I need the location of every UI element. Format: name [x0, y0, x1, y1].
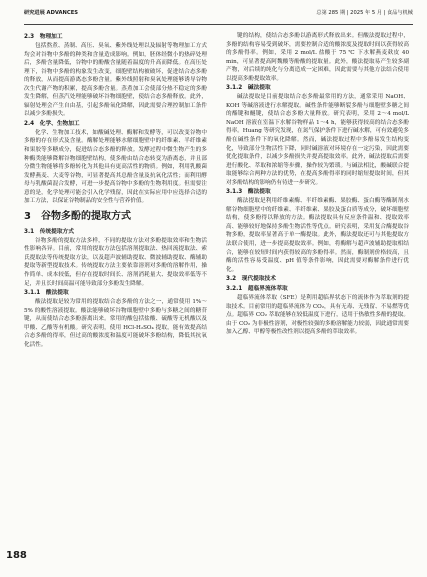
paragraph-3-1-1: 酸法提取是较为常用的提取结合态多酚的方法之一，通常使用 1%～5% 的酸性溶液提取。酸法能够破坏谷物细胞壁中多酚与多糖之间的糖苷键，从而使结合态多酚游离出来。常用的酸包括盐酸、硫酸等无机酸以及甲酸、乙酸等有机酸。研究表明，使用 HCl-H₂SO₄ 提取，能有效提高结合态多酚的得率，但过高的酸浓度和温度可能破坏多酚结构，降低其抗氧化活性。 [24, 299, 207, 348]
page-number: 188 [6, 550, 27, 561]
section-heading-3-1-1: 3.1.1 酸法提取 [24, 290, 69, 297]
section-heading-3-2-1: 3.2.1 超临界流体萃取 [226, 286, 288, 293]
paragraph-3-1-2: 碱法提取是目前提取结合态多酚最常用的方法，通常采用 NaOH、KOH 等碱溶液进行水解提取。碱性条件能够断裂多酚与细胞壁多糖之间的酯键和醚键，使结合态多酚大量释放。研究表明，采用 2～4 mol/L NaOH 溶液在室温下水解谷物样品 1～4 h，能够获得较高的结合态多酚得率。Huang 等研究发现，在氮气保护条件下进行碱水解，可有效避免多酚在碱性条件下的氧化降解。然而，碱法提取过程中多酚易发生结构变化，导致部分生物活性下降，同时碱溶液对环境存在一定污染，因此需要优化提取条件，以减少多酚损失并提高提取效率。此外，碱法提取后需要进行酸化、萃取和浓缩等步骤，操作较为繁琐。与碱法相比，酸碱联合提取能够综合两种方法的优势，在提高多酚得率的同时缩短提取时间，但其对多酚结构的影响仍有待进一步研究。 [226, 94, 409, 186]
chapter-heading-3: 3 谷物多酚的提取方式 [24, 210, 131, 222]
paragraph-2-4: 化学、生物加工技术，如酸碱处理、酶解和发酵等，可以改变谷物中多酚的存在形式及含量。酶解处理能够水解细胞壁中的纤维素、半纤维素和果胶等多糖成分，促进结合态多酚的释放。发酵过程中微生物产生的多种酶类能够降解谷物细胞壁结构，使多酚由结合态转变为游离态，并且部分微生物能够将多酚转化为其他具有更高活性的物质。例如，利用乳酸菌发酵燕麦、大麦等谷物，可显著提高其总酚含量及抗氧化活性；而利用酵母与乳酸菌混合发酵，可进一步提高谷物中多酚的生物利用度。但需要注意的是，化学处理可能会引入化学残留，因此在实际应用中应选择合适的加工方法，以保证谷物制品的安全性与营养价值。 [24, 129, 207, 205]
left-column [24, 32, 207, 349]
section-heading-3-2: 3.2 现代提取技术 [226, 276, 276, 283]
section-heading-3-1: 3.1 传统提取方式 [24, 228, 74, 235]
paragraph-2-3: 包括熬煮、蒸制、高压、臭氧、紫外线处理以及辐射等物理加工方式均会对谷物中多酚的种类和含量造成影响。例如，胚体经微小的热碎处理后，多酚含量降低，谷物中的酚酸含量随着温度的升高而降低。在高压处理下，谷物中多酚的构象发生改变，细胞壁结构被破坏，促进结合态多酚的释放，从而提高游离态多酚含量。紫外线照射和臭氧处理能够诱导谷物次生代谢产物的积累，提高多酚含量。蒸煮加工会使部分热不稳定的多酚发生降解，但蒸汽处理能够破坏谷物细胞壁，使结合态多酚释放。此外，辐射处理会产生自由基，引起多酚氧化降解，因此需要合理控制加工条件以减少多酚损失。 [24, 43, 207, 118]
running-header [24, 6, 413, 25]
journal-issue-info: 总第 285 期 | 2025 年 5 月 | 食品与机械 [316, 10, 413, 16]
paragraph-3-1: 谷物多酚的提取方法多样，不同的提取方法对多酚提取效率和生物活性影响各异。目前，常用的提取方法包括溶剂提取法、热回流提取法、索氏提取法等传统提取方法，以及超声波辅助提取、微波辅助提取、酶辅助提取等新型提取技术。传统提取方法主要依靠溶剂对多酚的溶解作用，操作简单、成本较低，但存在提取时间长、溶剂消耗量大、提取效率低等不足，并且长时间高温可能导致部分多酚发生降解。 [24, 237, 207, 287]
right-column [226, 32, 409, 337]
section-heading-3-1-3: 3.1.3 酶法提取 [226, 189, 271, 196]
section-heading-2-4: 2.4 化学、生物加工 [24, 120, 80, 127]
section-heading-3-1-2: 3.1.2 碱法提取 [226, 85, 271, 92]
paragraph-continued: 键的结构，使结合态多酚以游离形式释放出来。但酸法提取过程中，多酚的结构容易受到破坏，需要控制合适的酸浓度及提取时间以获得较高的多酚得率。例如，采用 2 mol/L 盐酸于 75 ℃ 下水解燕麦麸皮 40 min，可显著提高阿魏酸等酚酸的提取量。此外，酸法提取易产生较多副产物，对后续的纯化与分离造成一定困难，因此需要与其他方法结合使用以提高多酚提取效率。 [226, 33, 409, 82]
section-heading-2-3: 2.3 物理加工 [24, 34, 63, 40]
paragraph-3-1-3: 酶法提取是利用纤维素酶、半纤维素酶、果胶酶、蛋白酶等酶制剂水解谷物细胞壁中的纤维素、半纤维素、果胶及蛋白质等成分，破坏细胞壁结构，使多酚得以释放的方法。酶法提取具有反应条件温和、提取效率高、能够较好地保持多酚生物活性等优点。研究表明，采用复合酶提取谷物多酚，提取率显著高于单一酶提取。此外，酶法提取还可与其他提取方法联合使用，进一步提高提取效率。例如，将酶解与超声波辅助提取相结合，能够在较短时间内获得较高的多酚得率。然而，酶制剂价格较高，且酶的活性容易受温度、pH 值等条件影响，因此需要对酶解条件进行优化。 [226, 198, 409, 273]
journal-section-label: 研究进展 ADVANCES [24, 10, 78, 16]
paragraph-3-2-1: 超临界流体萃取（SFE）是利用超临界状态下的流体作为萃取剂的提取技术。目前常用的超临界流体为 CO₂，具有无毒、无残留、不易燃等优点。超临界 CO₂ 萃取能够在较低温度下进行，适用于热敏性多酚的提取。由于 CO₂ 为非极性溶剂，对极性较强的多酚溶解能力较弱，因此通常需要加入乙醇、甲醇等极性改性剂以提高多酚的萃取效率。 [226, 295, 409, 336]
